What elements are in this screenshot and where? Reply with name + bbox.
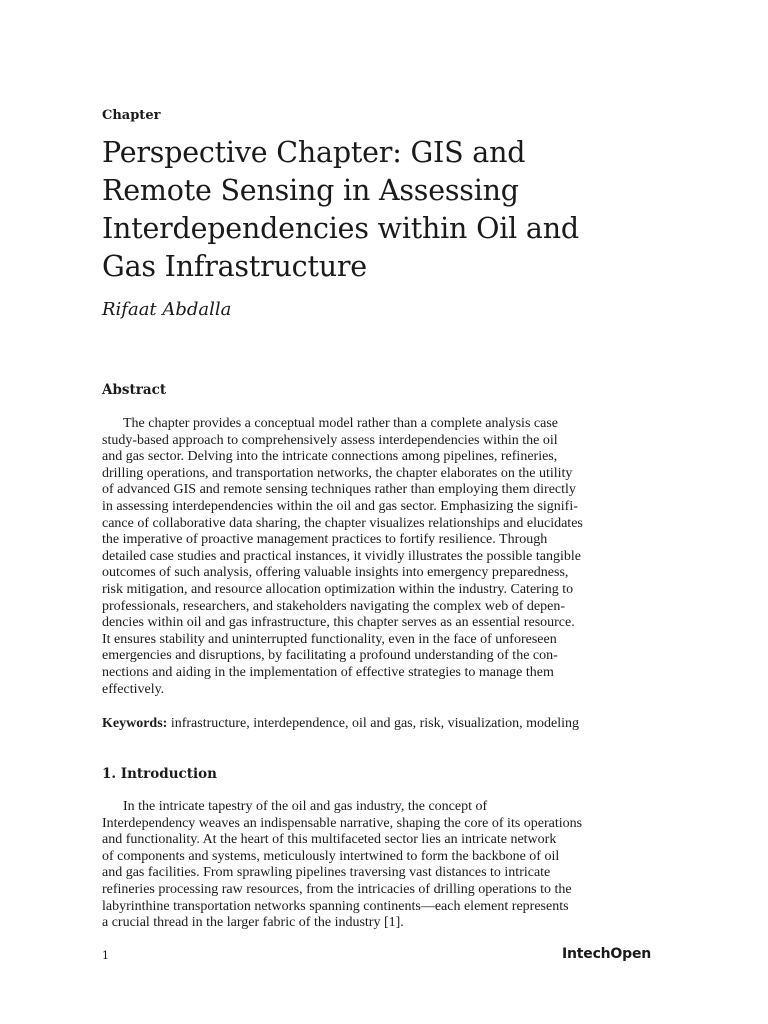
- intro-line: In the intricate tapestry of the oil and gas industry, the concept of: [123, 799, 488, 814]
- abstract-line: emergencies and disruptions, by facilitating a profound understanding of the con-: [102, 648, 558, 664]
- publisher-logo: IntechOpen: [562, 946, 652, 962]
- abstract-line: outcomes of such analysis, offering valuable insights into emergency preparedness,: [102, 565, 569, 581]
- abstract-line: dencies within oil and gas infrastructure, this chapter serves as an essential resource.: [102, 615, 575, 631]
- abstract-line: in assessing interdependencies within the oil and gas sector. Emphasizing the signifi-: [102, 498, 578, 514]
- introduction-body: [102, 799, 654, 932]
- chapter-title: [102, 134, 662, 286]
- abstract-heading: Abstract: [102, 382, 167, 398]
- chapter-label: Chapter: [102, 108, 161, 123]
- abstract-line: of advanced GIS and remote sensing techniques rather than employing them directly: [102, 482, 576, 498]
- title-line: Perspective Chapter: GIS and: [102, 136, 526, 169]
- abstract-line: and gas sector. Delving into the intricate connections among pipelines, refineries,: [102, 449, 558, 465]
- keywords-text: infrastructure, interdependence, oil and gas, risk, visualization, modeling: [167, 716, 580, 731]
- abstract-line: detailed case studies and practical instances, it vividly illustrates the possible tangible: [102, 548, 581, 564]
- intro-line: Interdependency weaves an indispensable narrative, shaping the core of its operations: [102, 815, 583, 831]
- abstract-line: cance of collaborative data sharing, the chapter visualizes relationships and elucidates: [102, 515, 583, 531]
- intro-line: of components and systems, meticulously intertwined to form the backbone of oil: [102, 848, 560, 864]
- abstract-line: nections and aiding in the implementation of effective strategies to manage them: [102, 664, 554, 680]
- abstract-line: It ensures stability and uninterrupted functionality, even in the face of unforeseen: [102, 631, 557, 647]
- page-number: 1: [102, 949, 109, 962]
- abstract-line: risk mitigation, and resource allocation optimization within the industry. Catering to: [102, 581, 574, 597]
- title-line: Remote Sensing in Assessing: [102, 174, 519, 207]
- intro-line: refineries processing raw resources, from the intricacies of drilling operations to the: [102, 881, 572, 897]
- intro-line: and gas facilities. From sprawling pipelines traversing vast distances to intricate: [102, 865, 551, 881]
- abstract-line: the imperative of proactive management practices to fortify resilience. Through: [102, 532, 548, 548]
- abstract-line: drilling operations, and transportation networks, the chapter elaborates on the utility: [102, 465, 573, 481]
- title-line: Interdependencies within Oil and: [102, 212, 579, 245]
- keywords-label: Keywords:: [102, 716, 168, 731]
- intro-line: labyrinthine transportation networks spanning continents—each element represents: [102, 898, 569, 914]
- abstract-line: effectively.: [102, 681, 165, 697]
- abstract-body: [102, 416, 654, 698]
- abstract-line: The chapter provides a conceptual model rather than a complete analysis case: [123, 416, 558, 431]
- introduction-heading: 1. Introduction: [102, 766, 217, 782]
- intro-line: a crucial thread in the larger fabric of the industry [1].: [102, 915, 404, 931]
- author-name: Rifaat Abdalla: [102, 299, 232, 320]
- abstract-line: professionals, researchers, and stakeholders navigating the complex web of depen-: [102, 598, 566, 614]
- intro-line: and functionality. At the heart of this multifaceted sector lies an intricate network: [102, 832, 557, 848]
- abstract-line: study-based approach to comprehensively assess interdependencies within the oil: [102, 432, 558, 448]
- title-line: Gas Infrastructure: [102, 250, 367, 283]
- keywords: [102, 716, 662, 732]
